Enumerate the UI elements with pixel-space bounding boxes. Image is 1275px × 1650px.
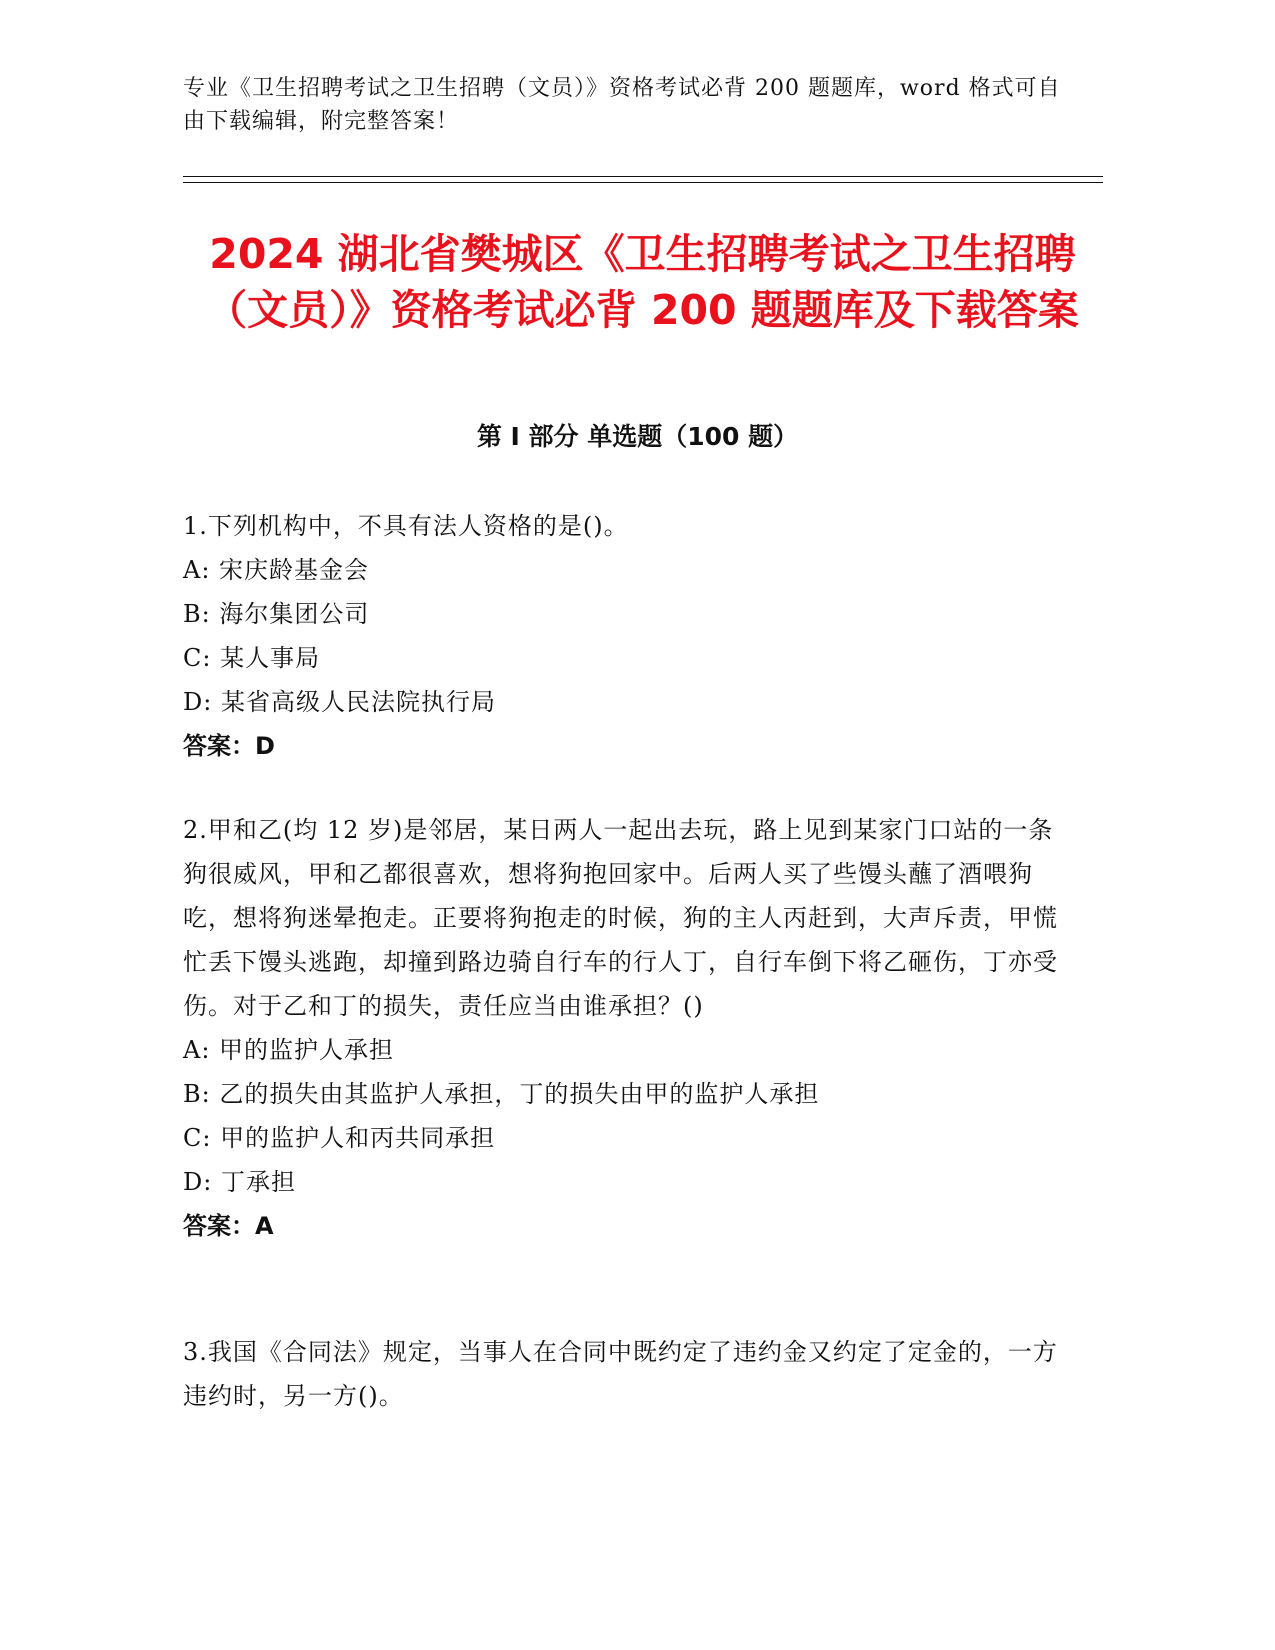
- option-b: B: 海尔集团公司: [183, 600, 370, 628]
- answer: 答案：D: [183, 732, 275, 760]
- option-c: C: 某人事局: [183, 644, 321, 672]
- header-rule-bottom: [183, 182, 1103, 183]
- question-text: 3.我国《合同法》规定，当事人在合同中既约定了违约金又约定了定金的，一方违约时，另一方()。: [183, 1338, 1058, 1410]
- option-b: B: 乙的损失由其监护人承担，丁的损失由甲的监护人承担: [183, 1080, 820, 1108]
- option-d: D: 某省高级人民法院执行局: [183, 688, 496, 716]
- question-2: [183, 808, 1063, 1248]
- header-rule-top: [183, 176, 1103, 177]
- header-note: 专业《卫生招聘考试之卫生招聘（文员）》资格考试必背 200 题题库，word 格式可自由下载编辑，附完整答案！: [183, 76, 1061, 134]
- section-title: 第 I 部分 单选题（100 题）: [476, 422, 799, 451]
- question-3: [183, 1330, 1063, 1418]
- answer: 答案：A: [183, 1212, 274, 1240]
- question-text: 1.下列机构中，不具有法人资格的是()。: [183, 512, 629, 540]
- option-d: D: 丁承担: [183, 1168, 296, 1196]
- document-title: 2024 湖北省樊城区《卫生招聘考试之卫生招聘（文员）》资格考试必背 200 题题库及下载答案: [206, 230, 1079, 334]
- question-text: 2.甲和乙(均 12 岁)是邻居，某日两人一起出去玩，路上见到某家门口站的一条狗很威风，甲和乙都很喜欢，想将狗抱回家中。后两人买了些馒头蘸了酒喂狗吃，想将狗迷晕抱走。正要将狗抱走的时候，狗的主人丙赶到，大声斥责，甲慌忙丢下馒头逃跑，却撞到路边骑自行车的行人丁，自行车倒下将乙砸伤，丁亦受伤。对于乙和丁的损失，责任应当由谁承担？(): [183, 816, 1058, 1020]
- option-a: A: 甲的监护人承担: [183, 1036, 395, 1064]
- question-1: [183, 504, 1063, 768]
- option-a: A: 宋庆龄基金会: [183, 556, 370, 584]
- option-c: C: 甲的监护人和丙共同承担: [183, 1124, 496, 1152]
